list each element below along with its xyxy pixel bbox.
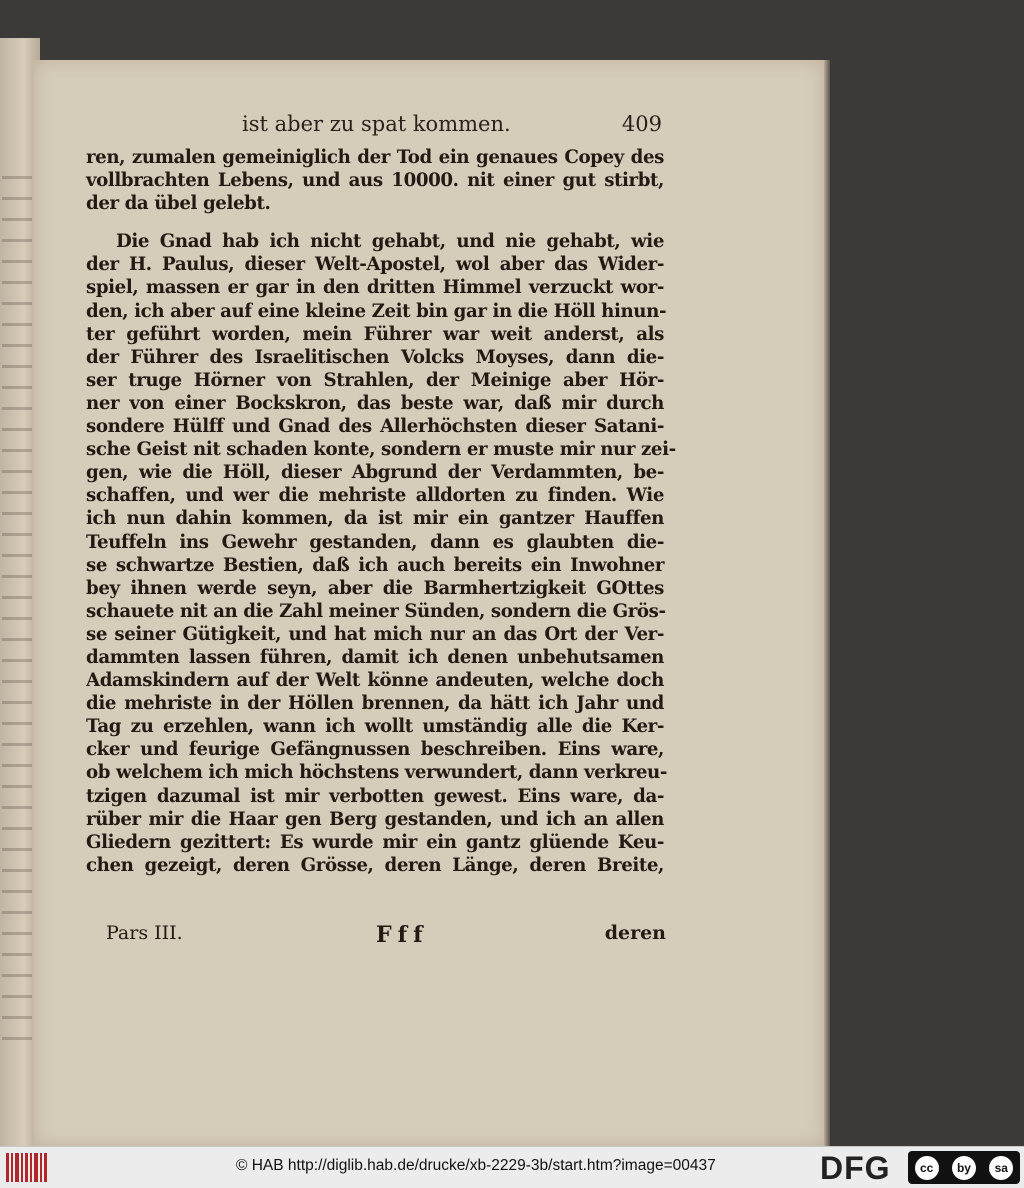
text-line: spiel, massen er gar in den dritten Himmel verzuckt wor- [86, 277, 664, 299]
signature-mark: Pars III. [106, 922, 183, 944]
text-line: bey ihnen werde seyn, aber die Barmhertzigkeit GOttes [86, 577, 664, 599]
text-line: ich nun dahin kommen, da ist mir ein gantzer Hauffen [86, 508, 664, 530]
text-line: sondere Hülff und Gnad des Allerhöchsten dieser Satani- [86, 416, 664, 438]
text-line: ner von einer Bockskron, das beste war, daß mir durch [86, 392, 664, 414]
book-page [34, 60, 824, 1146]
copyright-banner [0, 1146, 1024, 1188]
text-line: Adamskindern auf der Welt könne andeuten, welche doch [86, 670, 664, 692]
paragraph-2 [86, 230, 676, 877]
catchword: deren [604, 922, 666, 944]
copyright-link[interactable]: © HAB http://diglib.hab.de/drucke/xb-2229-3b/start.htm?image=00437 [236, 1157, 716, 1174]
text-line: cker und feurige Gefängnussen beschreiben. Eins ware, [86, 739, 664, 761]
text-line: den, ich aber auf eine kleine Zeit bin gar in die Höll hinun- [86, 300, 667, 322]
text-line: der Führer des Israelitischen Volcks Moyses, dann die- [86, 346, 664, 368]
gathering-mark: Fff [376, 922, 429, 948]
text-line: schaffen, und wer die mehriste alldorten zu finden. Wie [86, 485, 664, 507]
page-edge-shadow [824, 60, 830, 1146]
text-line: Gliedern gezittert: Es wurde mir ein gantz glüende Keu- [86, 831, 664, 853]
dfg-logo: DFG [820, 1150, 891, 1186]
text-line: schauete nit an die Zahl meiner Sünden, sondern die Grös- [86, 600, 666, 622]
barcode-icon [6, 1153, 48, 1182]
text-line: tzigen dazumal ist mir verbotten gewest. Eins ware, da- [86, 785, 664, 807]
text-line: gen, wie die Höll, dieser Abgrund der Verdammten, be- [86, 462, 664, 484]
text-line: ter geführt worden, mein Führer war weit anderst, als [86, 323, 664, 345]
text-line: Tag zu erzehlen, wann ich wollt umständig alle die Ker- [86, 716, 664, 738]
facing-page-text-bleed [2, 158, 32, 1058]
page-number: 409 [621, 112, 662, 136]
text-line: dammten lassen führen, damit ich denen unbehutsamen [86, 646, 664, 668]
text-line: die mehriste in der Höllen brennen, da hätt ich Jahr und [86, 693, 664, 715]
running-head [242, 112, 662, 142]
text-line: ob welchem ich mich höchstens verwundert, dann verkreu- [86, 762, 668, 784]
paragraph-1 [86, 146, 664, 215]
page-footer [106, 922, 666, 952]
running-head-title: ist aber zu spat kommen. [242, 112, 511, 136]
text-line: sche Geist nit schaden konte, sondern er muste mir nur zei- [86, 439, 676, 461]
sa-icon: sa [989, 1156, 1013, 1180]
text-line: der H. Paulus, dieser Welt-Apostel, wol aber das Wider- [86, 254, 664, 276]
text-line: der da übel gelebt. [86, 193, 271, 215]
text-line: vollbrachten Lebens, und aus 10000. nit einer gut stirbt, [86, 170, 664, 192]
text-line: se schwartze Bestien, daß ich auch bereits ein Inwohner [86, 554, 664, 576]
cc-icon: cc [915, 1156, 939, 1180]
license-badge[interactable] [908, 1151, 1020, 1184]
body-text [86, 146, 676, 877]
text-line: Die Gnad hab ich nicht gehabt, und nie gehabt, wie [116, 231, 664, 253]
text-line: ser truge Hörner von Strahlen, der Meinige aber Hör- [86, 369, 664, 391]
text-line: Teuffeln ins Gewehr gestanden, dann es glaubten die- [86, 531, 664, 553]
by-icon: by [952, 1156, 976, 1180]
text-line: chen gezeigt, deren Grösse, deren Länge, deren Breite, [86, 854, 664, 876]
text-line: rüber mir die Haar gen Berg gestanden, und ich an allen [86, 808, 664, 830]
text-line: se seiner Gütigkeit, und hat mich nur an das Ort der Ver- [86, 623, 664, 645]
text-line: ren, zumalen gemeiniglich der Tod ein genaues Copey des [86, 147, 664, 168]
